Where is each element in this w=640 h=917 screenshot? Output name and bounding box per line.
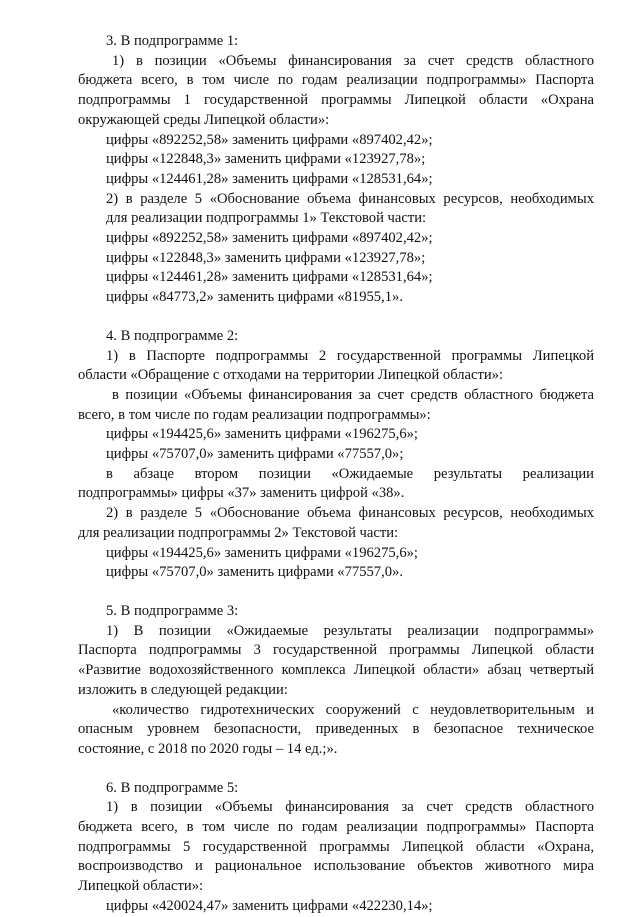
text-line: состояние, с 2018 по 2020 годы – 14 ед.;». xyxy=(78,740,338,757)
text-line: цифры «892252,58» заменить цифрами «897402,42»; xyxy=(106,230,433,247)
text-line: окружающей среды Липецкой области»: xyxy=(78,111,330,128)
text-line: бюджета всего, в том числе по годам реализации подпрограммы» Паспорта xyxy=(78,72,594,89)
text-line: цифры «194425,6» заменить цифрами «196275,6»; xyxy=(106,544,418,561)
section-gap xyxy=(78,308,594,327)
text-line: 6. В подпрограмме 5: xyxy=(106,779,239,796)
text-line: бюджета всего, в том числе по годам реализации подпрограммы» Паспорта xyxy=(78,819,594,836)
text-line: для реализации подпрограммы 2» Текстовой части: xyxy=(78,524,399,541)
text-line: опасным уровнем безопасности, приведенных в безопасное техническое xyxy=(78,721,594,738)
text-line: в позиции «Объемы финансирования за счет средств областного бюджета xyxy=(112,386,594,403)
text-line: 2) в разделе 5 «Обоснование объема финансовых ресурсов, необходимых xyxy=(106,505,594,522)
text-line: цифры «892252,58» заменить цифрами «897402,42»; xyxy=(106,131,433,148)
text-line: подпрограммы 1 государственной программы Липецкой области «Охрана xyxy=(78,92,594,109)
text-line: цифры «75707,0» заменить цифрами «77557,0»; xyxy=(106,446,404,463)
section-subprogram-5 xyxy=(78,779,594,917)
text-line: воспроизводство и рациональное использование объектов животного мира xyxy=(78,858,594,875)
text-line: 5. В подпрограмме 3: xyxy=(106,602,239,619)
text-line: Паспорта подпрограммы 3 государственной программы Липецкой области xyxy=(78,642,594,659)
text-line: Липецкой области»: xyxy=(78,878,204,895)
section-gap xyxy=(78,583,594,602)
section-subprogram-1 xyxy=(78,32,594,308)
text-line: 1) В позиции «Ожидаемые результаты реализации подпрограммы» xyxy=(106,622,594,639)
text-line: цифры «122848,3» заменить цифрами «123927,78»; xyxy=(106,249,426,266)
text-line: цифры «124461,28» заменить цифрами «128531,64»; xyxy=(106,170,433,187)
text-line: для реализации подпрограммы 1» Текстовой части: xyxy=(106,210,427,227)
text-line: «Развитие водохозяйственного комплекса Липецкой области» абзац четвертый xyxy=(78,662,594,679)
text-line: цифры «420024,47» заменить цифрами «422230,14»; xyxy=(106,897,433,914)
text-line: 1) в позиции «Объемы финансирования за счет средств областного xyxy=(106,799,594,816)
text-line: цифры «122848,3» заменить цифрами «123927,78»; xyxy=(106,151,426,168)
text-line: цифры «84773,2» заменить цифрами «81955,1». xyxy=(106,289,403,306)
text-line: 3. В подпрограмме 1: xyxy=(106,33,239,49)
section-subprogram-2 xyxy=(78,327,594,583)
text-line: всего, в том числе по годам реализации подпрограммы»: xyxy=(78,406,431,423)
text-line: подпрограммы» цифры «37» заменить цифрой «38». xyxy=(78,485,405,502)
text-line: изложить в следующей редакции: xyxy=(78,681,288,698)
text-line: цифры «124461,28» заменить цифрами «128531,64»; xyxy=(106,269,433,286)
text-line: 1) в Паспорте подпрограммы 2 государственной программы Липецкой xyxy=(106,347,594,364)
text-line: 1) в позиции «Объемы финансирования за счет средств областного xyxy=(112,52,594,69)
text-line: цифры «75707,0» заменить цифрами «77557,0». xyxy=(106,564,403,581)
text-line: «количество гидротехнических сооружений с неудовлетворительным и xyxy=(112,701,594,718)
text-line: подпрограммы 5 государственной программы Липецкой области «Охрана, xyxy=(78,838,594,855)
section-gap xyxy=(78,760,594,779)
section-subprogram-3 xyxy=(78,602,594,760)
text-line: области «Обращение с отходами на территории Липецкой области»: xyxy=(78,367,504,384)
text-line: 4. В подпрограмме 2: xyxy=(106,327,239,344)
text-line: в абзаце втором позиции «Ожидаемые результаты реализации xyxy=(106,465,594,482)
text-line: 2) в разделе 5 «Обоснование объема финансовых ресурсов, необходимых xyxy=(106,190,594,207)
text-line: цифры «194425,6» заменить цифрами «196275,6»; xyxy=(106,426,418,443)
